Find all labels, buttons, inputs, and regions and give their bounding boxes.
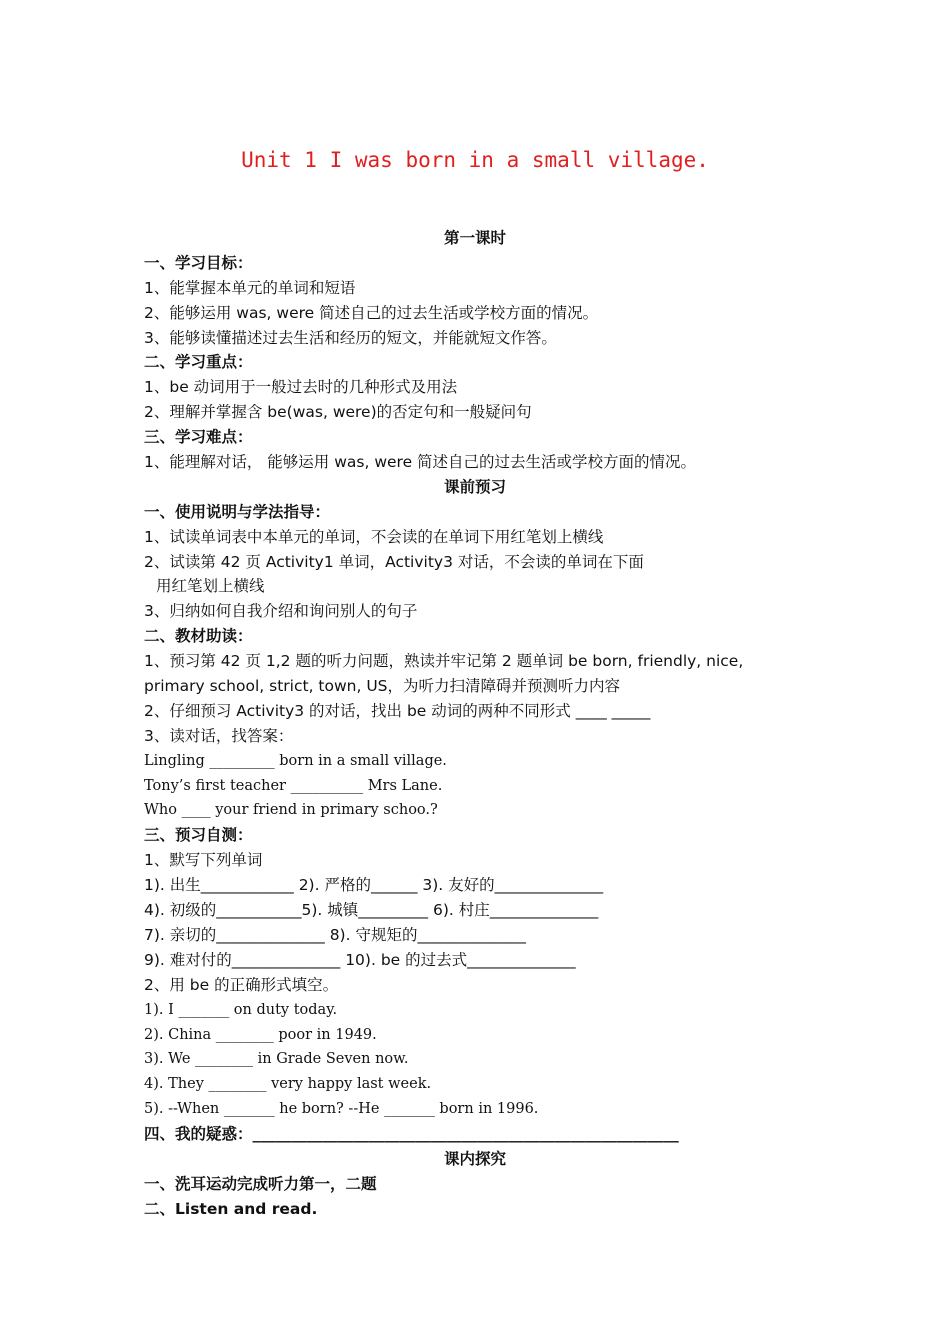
- text-line: 2、理解并掌握含 be(was, were)的否定句和一般疑问句: [144, 403, 532, 422]
- text-line: Who ____ your friend in primary schoo.?: [144, 802, 438, 819]
- text-line: 3、能够读懂描述过去生活和经历的短文，并能就短文作答。: [144, 328, 557, 347]
- text-line: 4). 初级的___________5). 城镇_________ 6). 村庄______________: [144, 901, 599, 920]
- text-line: 3、读对话，找答案：: [144, 726, 294, 745]
- document-body: [144, 226, 824, 1222]
- section-heading: 一、学习目标：: [144, 253, 253, 272]
- text-line: 7). 亲切的______________ 8). 守规矩的______________: [144, 925, 526, 944]
- text-line: Lingling _________ born in a small village.: [144, 752, 447, 769]
- text-line: 1). I _______ on duty today.: [144, 1001, 338, 1018]
- text-line: 1). 出生____________ 2). 严格的______ 3). 友好的______________: [144, 876, 604, 895]
- text-line: Tony’s first teacher __________ Mrs Lane.: [144, 777, 443, 794]
- text-line: 用红笔划上横线: [156, 577, 265, 596]
- text-line: 1、能理解对话， 能够运用 was, were 简述自己的过去生活或学校方面的情况。: [144, 453, 697, 472]
- section-heading: 二、学习重点：: [144, 353, 253, 372]
- text-line: 2、能够运用 was, were 简述自己的过去生活或学校方面的情况。: [144, 303, 599, 322]
- text-line: 5). --When _______ he born? --He _______ born in 1996.: [144, 1101, 539, 1118]
- text-line: primary school, strict, town, US，为听力扫清障碍并预测听力内容: [144, 677, 621, 696]
- text-line: 3). We ________ in Grade Seven now.: [144, 1051, 409, 1068]
- text-line: 1、试读单词表中本单元的单词，不会读的在单词下用红笔划上横线: [144, 527, 604, 546]
- section-heading: 三、学习难点：: [144, 428, 253, 447]
- section-heading: 四、我的疑惑：_______________________________________________________: [144, 1125, 679, 1144]
- section-title: 第一课时: [443, 229, 506, 247]
- text-line: 2、试读第 42 页 Activity1 单词，Activity3 对话，不会读的单词在下面: [144, 552, 644, 571]
- section-title: 课前预习: [443, 477, 506, 496]
- section-heading: 一、使用说明与学法指导：: [144, 502, 331, 521]
- text-line: 2、仔细预习 Activity3 的对话，找出 be 动词的两种不同形式 ____ _____: [144, 701, 651, 720]
- section-heading: 二、Listen and read.: [144, 1199, 318, 1218]
- section-heading: 二、教材助读：: [144, 627, 253, 646]
- text-line: 1、预习第 42 页 1,2 题的听力问题，熟读并牢记第 2 题单词 be born, friendly, nice,: [144, 652, 744, 671]
- text-line: 2、用 be 的正确形式填空。: [144, 975, 339, 994]
- text-line: 3、归纳如何自我介绍和询问别人的句子: [144, 602, 418, 621]
- text-line: 9). 难对付的______________ 10). be 的过去式______________: [144, 950, 576, 969]
- text-line: 1、默写下列单词: [144, 851, 263, 870]
- text-line: 2). China ________ poor in 1949.: [144, 1026, 377, 1043]
- document-title: Unit 1 I was born in a small village.: [241, 148, 709, 172]
- section-heading: 一、洗耳运动完成听力第一，二题: [144, 1174, 377, 1193]
- section-heading: 三、预习自测：: [144, 826, 253, 845]
- text-line: 1、be 动词用于一般过去时的几种形式及用法: [144, 378, 458, 397]
- text-line: 1、能掌握本单元的单词和短语: [144, 278, 356, 297]
- text-line: 4). They ________ very happy last week.: [144, 1076, 432, 1093]
- section-title: 课内探究: [443, 1149, 506, 1168]
